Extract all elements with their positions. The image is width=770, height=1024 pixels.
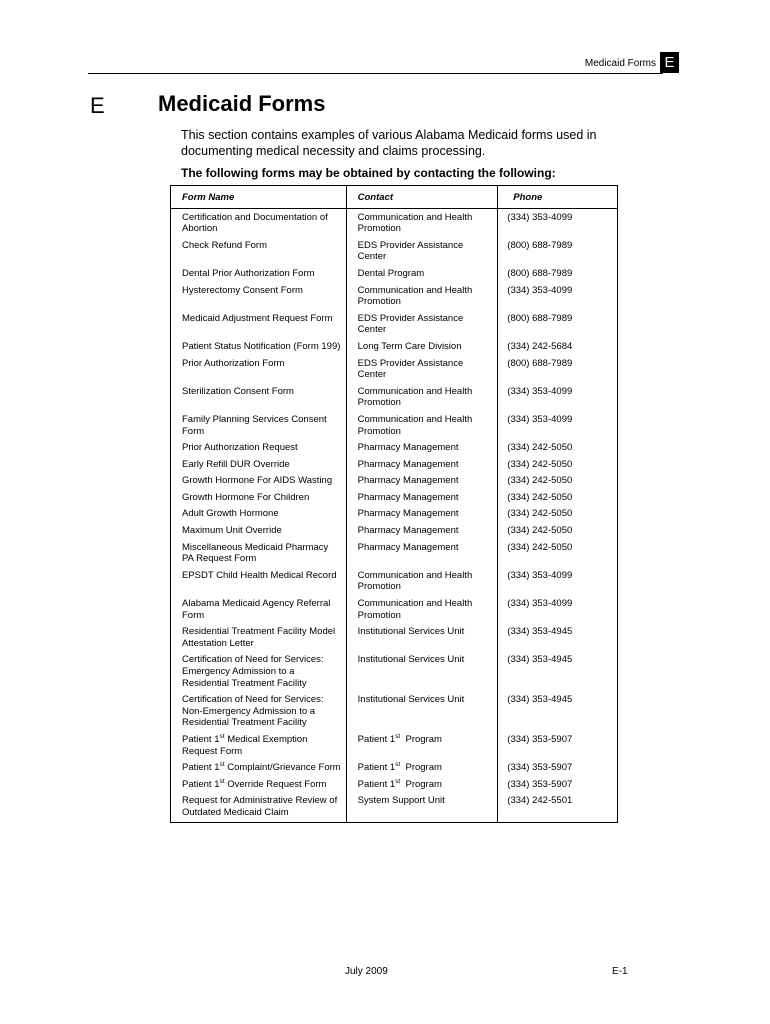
- contact-cell-part: Patient 1: [357, 733, 396, 745]
- form-name-cell-part: Medical Exemption Request Form: [182, 733, 311, 757]
- contact-cell: Pharmacy Management: [346, 439, 498, 456]
- form-name-cell: Medicaid Adjustment Request Form: [182, 312, 333, 324]
- contact-cell: Communication and Health Promotion: [346, 208, 498, 237]
- table-row: [171, 759, 618, 776]
- table-header-row: [171, 186, 618, 209]
- phone-cell: (334) 353-4099: [498, 208, 618, 237]
- contact-cell: System Support Unit: [346, 792, 498, 822]
- form-name-cell-part: Patient 1: [182, 733, 220, 745]
- form-name-cell-part: st: [219, 761, 225, 768]
- running-header-label: Medicaid Forms: [584, 58, 656, 69]
- phone-cell: (334) 242-5050: [498, 489, 618, 506]
- table-row: [171, 355, 618, 383]
- phone-cell: (334) 353-4099: [498, 595, 618, 623]
- form-name-cell: Dental Prior Authorization Form: [182, 267, 315, 279]
- table-row: [171, 489, 618, 506]
- form-name-cell-part: Complaint/Grievance Form: [224, 762, 341, 774]
- form-name-cell: Request for Administrative Review of Outdated Medicaid Claim: [182, 795, 338, 818]
- intro-paragraph: This section contains examples of various Alabama Medicaid forms used in documenting medical necessity and claims processing.: [181, 128, 597, 158]
- footer-page-number: E-1: [612, 966, 628, 977]
- header-form-name: Form Name: [171, 186, 347, 209]
- phone-cell: (800) 688-7989: [498, 237, 618, 265]
- contact-cell: Pharmacy Management: [346, 505, 498, 522]
- form-name-cell-part: Override Request Form: [224, 778, 327, 790]
- table-row: [171, 792, 618, 822]
- form-name-cell: Growth Hormone For AIDS Wasting: [182, 475, 333, 487]
- header-phone: Phone: [498, 186, 618, 209]
- form-name-cell-part: st: [219, 777, 225, 785]
- table-row: [171, 595, 618, 623]
- phone-cell: (334) 242-5050: [498, 456, 618, 473]
- form-name-cell: [171, 759, 347, 776]
- form-name-cell: Family Planning Services Consent Form: [182, 413, 327, 437]
- table-row: [171, 472, 618, 489]
- contact-cell: Communication and Health Promotion: [346, 282, 498, 310]
- table-row: [171, 456, 618, 473]
- contact-cell-part: Patient 1: [357, 762, 396, 774]
- contact-cell: Pharmacy Management: [346, 539, 498, 567]
- contact-cell: Institutional Services Unit: [346, 651, 498, 691]
- table-row: [171, 310, 618, 338]
- form-name-cell: Growth Hormone For Children: [182, 491, 310, 503]
- phone-cell: (334) 242-5050: [498, 439, 618, 456]
- contact-cell: EDS Provider Assistance Center: [346, 310, 498, 338]
- phone-cell: (800) 688-7989: [498, 265, 618, 282]
- phone-cell: (334) 353-4945: [498, 623, 618, 651]
- phone-cell: (334) 353-4099: [498, 567, 618, 595]
- header-contact: Contact: [346, 186, 498, 209]
- form-name-cell: Miscellaneous Medicaid Pharmacy PA Request Form: [182, 541, 329, 565]
- table-row: [171, 651, 618, 691]
- phone-cell: (334) 353-4099: [498, 411, 618, 439]
- table-row: [171, 383, 618, 411]
- table-row: [171, 776, 618, 793]
- phone-cell: (334) 242-5050: [498, 472, 618, 489]
- form-name-cell: Maximum Unit Override: [182, 525, 282, 537]
- form-name-cell-part: st: [219, 732, 225, 740]
- contact-cell: EDS Provider Assistance Center: [346, 355, 498, 383]
- phone-cell: (334) 242-5684: [498, 338, 618, 355]
- phone-cell: (334) 353-5907: [498, 776, 618, 793]
- phone-cell: (334) 353-4945: [498, 651, 618, 691]
- phone-cell: (800) 688-7989: [498, 355, 618, 383]
- phone-cell: (334) 242-5050: [498, 505, 618, 522]
- table-row: [171, 731, 618, 759]
- contact-cell: Pharmacy Management: [346, 489, 498, 506]
- phone-cell: (800) 688-7989: [498, 310, 618, 338]
- phone-cell: (334) 353-5907: [498, 759, 618, 776]
- contact-cell: Communication and Health Promotion: [346, 567, 498, 595]
- table-row: [171, 265, 618, 282]
- form-name-cell: Certification of Need for Services: Emergency Admission to a Residential Treatment Facility: [182, 654, 324, 689]
- table-row: [171, 567, 618, 595]
- form-name-cell: EPSDT Child Health Medical Record: [182, 569, 337, 581]
- section-letter: E: [90, 93, 105, 118]
- forms-table: [170, 185, 618, 823]
- contact-cell: Communication and Health Promotion: [346, 383, 498, 411]
- phone-cell: (334) 242-5050: [498, 522, 618, 539]
- contact-cell-part: Program: [400, 778, 442, 790]
- contact-cell-part: Program: [400, 762, 442, 774]
- table-row: [171, 623, 618, 651]
- phone-cell: (334) 353-4945: [498, 691, 618, 731]
- footer-date: July 2009: [345, 966, 388, 977]
- table-row: [171, 439, 618, 456]
- contact-cell: Institutional Services Unit: [346, 623, 498, 651]
- contact-cell: Pharmacy Management: [346, 472, 498, 489]
- contact-cell-part: st: [395, 761, 401, 768]
- table-row: [171, 338, 618, 355]
- table-row: [171, 237, 618, 265]
- form-name-cell: Prior Authorization Form: [182, 357, 285, 369]
- contact-cell: Institutional Services Unit: [346, 691, 498, 731]
- table-row: [171, 505, 618, 522]
- table-lead-text: The following forms may be obtained by contacting the following:: [181, 166, 556, 180]
- form-name-cell: [171, 776, 347, 793]
- form-name-cell-part: Patient 1: [182, 778, 220, 790]
- phone-cell: (334) 242-5050: [498, 539, 618, 567]
- phone-cell: (334) 242-5501: [498, 792, 618, 822]
- table-body: [171, 208, 618, 822]
- form-name-cell: Sterilization Consent Form: [182, 385, 294, 397]
- phone-cell: (334) 353-4099: [498, 282, 618, 310]
- phone-cell: (334) 353-4099: [498, 383, 618, 411]
- table-row: [171, 522, 618, 539]
- contact-cell: Long Term Care Division: [346, 338, 498, 355]
- form-name-cell: Patient Status Notification (Form 199): [182, 340, 341, 352]
- phone-cell: (334) 353-5907: [498, 731, 618, 759]
- contact-cell: Pharmacy Management: [346, 522, 498, 539]
- header-rule: [88, 73, 663, 74]
- form-name-cell: Early Refill DUR Override: [182, 458, 290, 470]
- table-row: [171, 282, 618, 310]
- table-row: [171, 539, 618, 567]
- contact-cell: Dental Program: [346, 265, 498, 282]
- table-row: [171, 208, 618, 237]
- contact-cell-part: Patient 1: [357, 778, 396, 790]
- table-row: [171, 411, 618, 439]
- contact-cell: [346, 731, 498, 759]
- contact-cell: Communication and Health Promotion: [346, 411, 498, 439]
- form-name-cell: Alabama Medicaid Agency Referral Form: [182, 598, 331, 621]
- form-name-cell: Residential Treatment Facility Model Attestation Letter: [182, 626, 336, 649]
- contact-cell: Communication and Health Promotion: [346, 595, 498, 623]
- form-name-cell: [171, 731, 347, 759]
- table-row: [171, 691, 618, 731]
- contact-cell-part: Program: [400, 733, 442, 745]
- form-name-cell: Prior Authorization Request: [182, 442, 298, 454]
- form-name-cell: Check Refund Form: [182, 239, 268, 251]
- page-title: Medicaid Forms: [158, 91, 326, 116]
- contact-cell: [346, 776, 498, 793]
- section-tab-badge: E: [660, 52, 679, 73]
- form-name-cell: Hysterectomy Consent Form: [182, 284, 303, 296]
- form-name-cell: Certification and Documentation of Abortion: [182, 211, 328, 235]
- form-name-cell: Adult Growth Hormone: [182, 508, 279, 520]
- form-name-cell: Certification of Need for Services: Non-Emergency Admission to a Residential Treatment Facility: [182, 694, 324, 729]
- contact-cell: EDS Provider Assistance Center: [346, 237, 498, 265]
- contact-cell-part: st: [395, 777, 401, 785]
- contact-cell: [346, 759, 498, 776]
- form-name-cell-part: Patient 1: [182, 762, 220, 774]
- contact-cell: Pharmacy Management: [346, 456, 498, 473]
- contact-cell-part: st: [395, 732, 401, 740]
